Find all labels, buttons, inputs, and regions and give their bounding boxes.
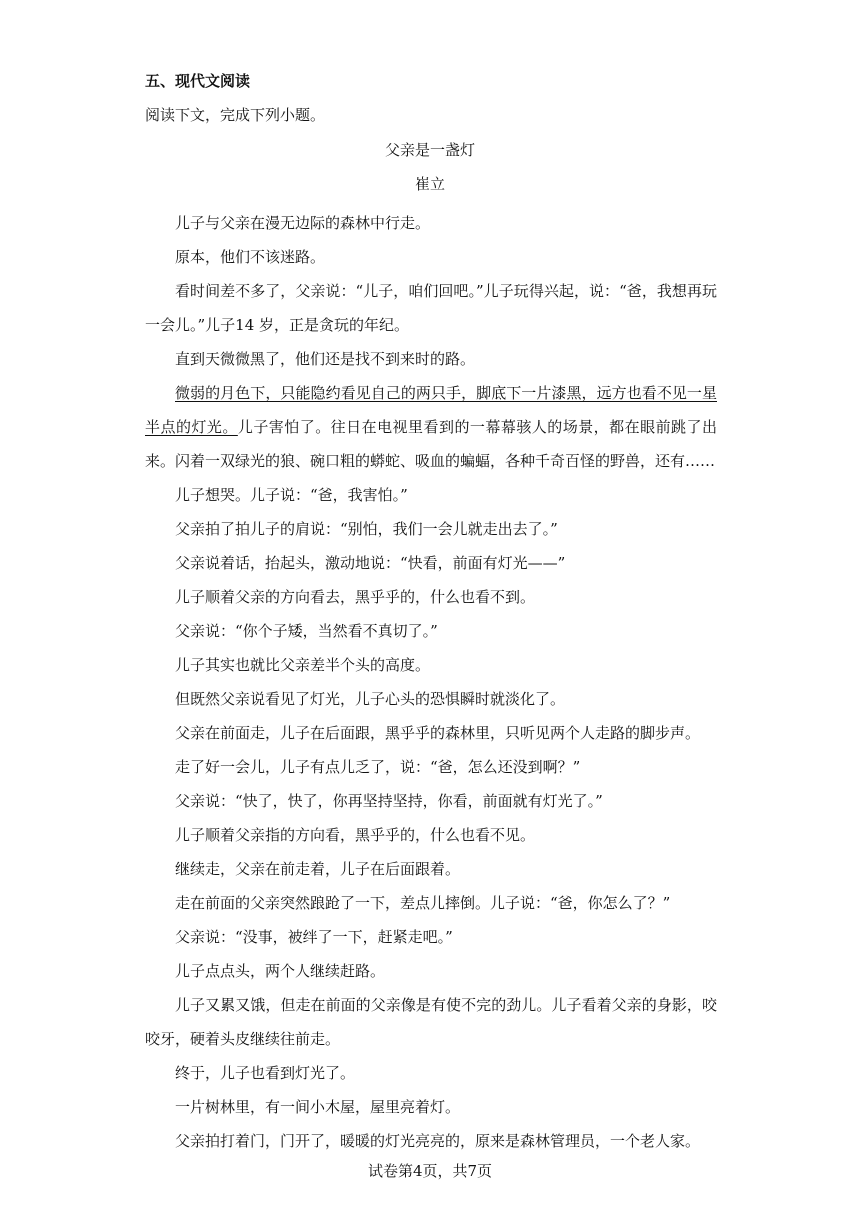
story-paragraph: 父亲拍了拍儿子的肩说：“别怕，我们一会儿就走出去了。” — [175, 520, 558, 538]
story-paragraph: 儿子顺着父亲的方向看去，黑乎乎的，什么也看不到。 — [175, 588, 536, 606]
story-paragraph: 儿子顺着父亲指的方向看，黑乎乎的，什么也看不见。 — [175, 826, 536, 844]
story-body — [145, 206, 717, 1158]
story-paragraph: 儿子想哭。儿子说：“爸，我害怕。” — [175, 486, 408, 504]
underlined-sentence: 微弱的月色下，只能隐约看见自己的两只手，脚底下一片漆黑，远方也看不见一星半点的灯光。 — [145, 384, 717, 436]
page-footer: 试卷第4页，共7页 — [367, 1162, 493, 1180]
story-paragraph: 父亲说：“没事，被绊了一下，赶紧走吧。” — [175, 928, 453, 946]
paragraph-rest: 儿子害怕了。往日在电视里看到的一幕幕骇人的场景，都在眼前跳了出来。闪着一双绿光的狼、碗口粗的蟒蛇、吸血的蝙蝠，各种千奇百怪的野兽，还有…… — [145, 418, 717, 470]
story-paragraph: 终于，儿子也看到灯光了。 — [175, 1064, 356, 1082]
story-paragraph: 儿子与父亲在漫无边际的森林中行走。 — [175, 214, 431, 232]
story-paragraph: 继续走，父亲在前走着，儿子在后面跟着。 — [175, 860, 461, 878]
story-author: 崔立 — [414, 175, 445, 193]
story-paragraph: 走在前面的父亲突然踉跄了一下，差点儿摔倒。儿子说：“爸，你怎么了？” — [175, 894, 671, 912]
story-paragraph — [145, 376, 717, 478]
story-paragraph: 父亲说着话，抬起头，激动地说：“快看，前面有灯光——” — [175, 554, 566, 572]
story-paragraph: 看时间差不多了，父亲说：“儿子，咱们回吧。”儿子玩得兴起，说：“爸，我想再玩一会儿。”儿子14 岁，正是贪玩的年纪。 — [145, 282, 717, 334]
story-paragraph: 儿子点点头，两个人继续赶路。 — [175, 962, 386, 980]
story-paragraph: 儿子又累又饿，但走在前面的父亲像是有使不完的劲儿。儿子看着父亲的身影，咬咬牙，硬着头皮继续往前走。 — [145, 996, 717, 1048]
story-title: 父亲是一盏灯 — [384, 141, 475, 159]
story-paragraph: 父亲在前面走，儿子在后面跟，黑乎乎的森林里，只听见两个人走路的脚步声。 — [175, 724, 701, 742]
story-paragraph: 父亲拍打着门，门开了，暖暖的灯光亮亮的，原来是森林管理员，一个老人家。 — [175, 1132, 701, 1150]
story-paragraph: 父亲说：“你个子矮，当然看不真切了。” — [175, 622, 438, 640]
reading-instruction: 阅读下文，完成下列小题。 — [145, 106, 326, 124]
story-paragraph: 但既然父亲说看见了灯光，儿子心头的恐惧瞬时就淡化了。 — [175, 690, 566, 708]
story-paragraph: 走了好一会儿，儿子有点儿乏了，说：“爸，怎么还没到啊？” — [175, 758, 581, 776]
story-paragraph: 原本，他们不该迷路。 — [175, 248, 326, 266]
story-paragraph: 儿子其实也就比父亲差半个头的高度。 — [175, 656, 431, 674]
story-paragraph: 一片树林里，有一间小木屋，屋里亮着灯。 — [175, 1098, 461, 1116]
section-heading: 五、现代文阅读 — [145, 72, 251, 90]
story-paragraph: 父亲说：“快了，快了，你再坚持坚持，你看，前面就有灯光了。” — [175, 792, 603, 810]
story-paragraph: 直到天微微黑了，他们还是找不到来时的路。 — [175, 350, 476, 368]
